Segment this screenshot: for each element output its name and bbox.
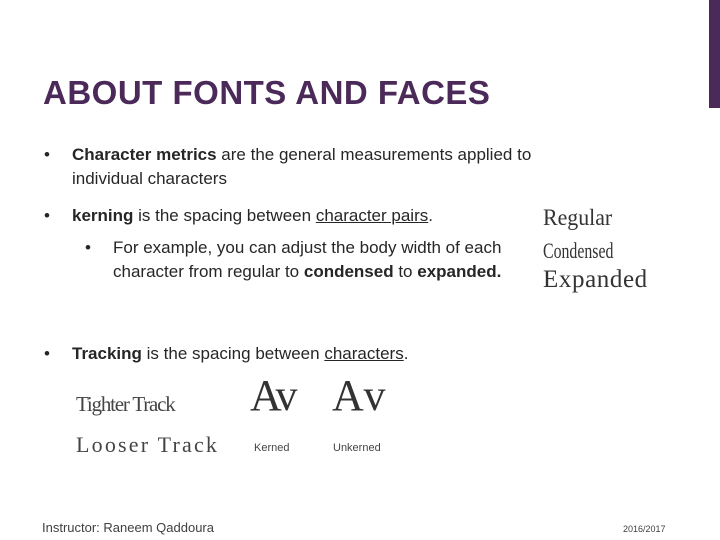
slide-title: ABOUT FONTS AND FACES: [43, 74, 491, 111]
bullet-body: are the general measurements applied to individual characters: [72, 145, 532, 188]
expanded-sample: Expanded: [543, 266, 648, 293]
bullet-body: is the spacing between: [141, 344, 325, 363]
condensed-sample: Condensed: [543, 238, 614, 263]
kerned-caption: Kerned: [254, 442, 290, 454]
footer-instructor: Instructor: Raneem Qaddoura: [42, 520, 214, 535]
bullet-text: [113, 236, 525, 284]
bullet-marker: •: [44, 145, 50, 164]
bullet-marker: •: [44, 344, 50, 363]
bullet-term: Tracking: [72, 344, 142, 363]
bullet-marker: •: [44, 206, 50, 225]
unkerned-pair-sample: Av: [332, 371, 389, 420]
font-width-illustration: [540, 200, 690, 300]
footer-year: 2016/2017: [623, 524, 666, 534]
bullet-body: is the spacing between: [133, 206, 316, 225]
bullet-body: For example, you can adjust the body width of each character from regular to: [113, 238, 502, 281]
bullet-marker: •: [85, 238, 91, 257]
bullet-term-condensed: condensed: [303, 262, 394, 281]
unkerned-caption: Unkerned: [333, 442, 381, 454]
character-pairs-link[interactable]: character pairs: [315, 206, 429, 225]
tracking-illustration: [70, 370, 410, 470]
bullet-mid: to: [393, 262, 418, 281]
tighter-track-sample: Tighter Track: [76, 392, 175, 416]
bullet-text: [72, 143, 544, 191]
characters-link[interactable]: characters: [324, 344, 404, 363]
kerned-pair-sample: Av: [250, 371, 295, 420]
regular-sample: Regular: [543, 205, 613, 230]
bullet-term: Character metrics: [72, 145, 217, 164]
bullet-end: .: [428, 206, 433, 225]
bullet-text: [72, 342, 408, 366]
bullet-term: kerning: [72, 206, 134, 225]
accent-bar: [709, 0, 720, 108]
looser-track-sample: Looser Track: [76, 432, 220, 457]
bullet-text: [72, 204, 433, 228]
bullet-term-expanded: expanded.: [417, 262, 502, 281]
bullet-end: .: [403, 344, 409, 363]
